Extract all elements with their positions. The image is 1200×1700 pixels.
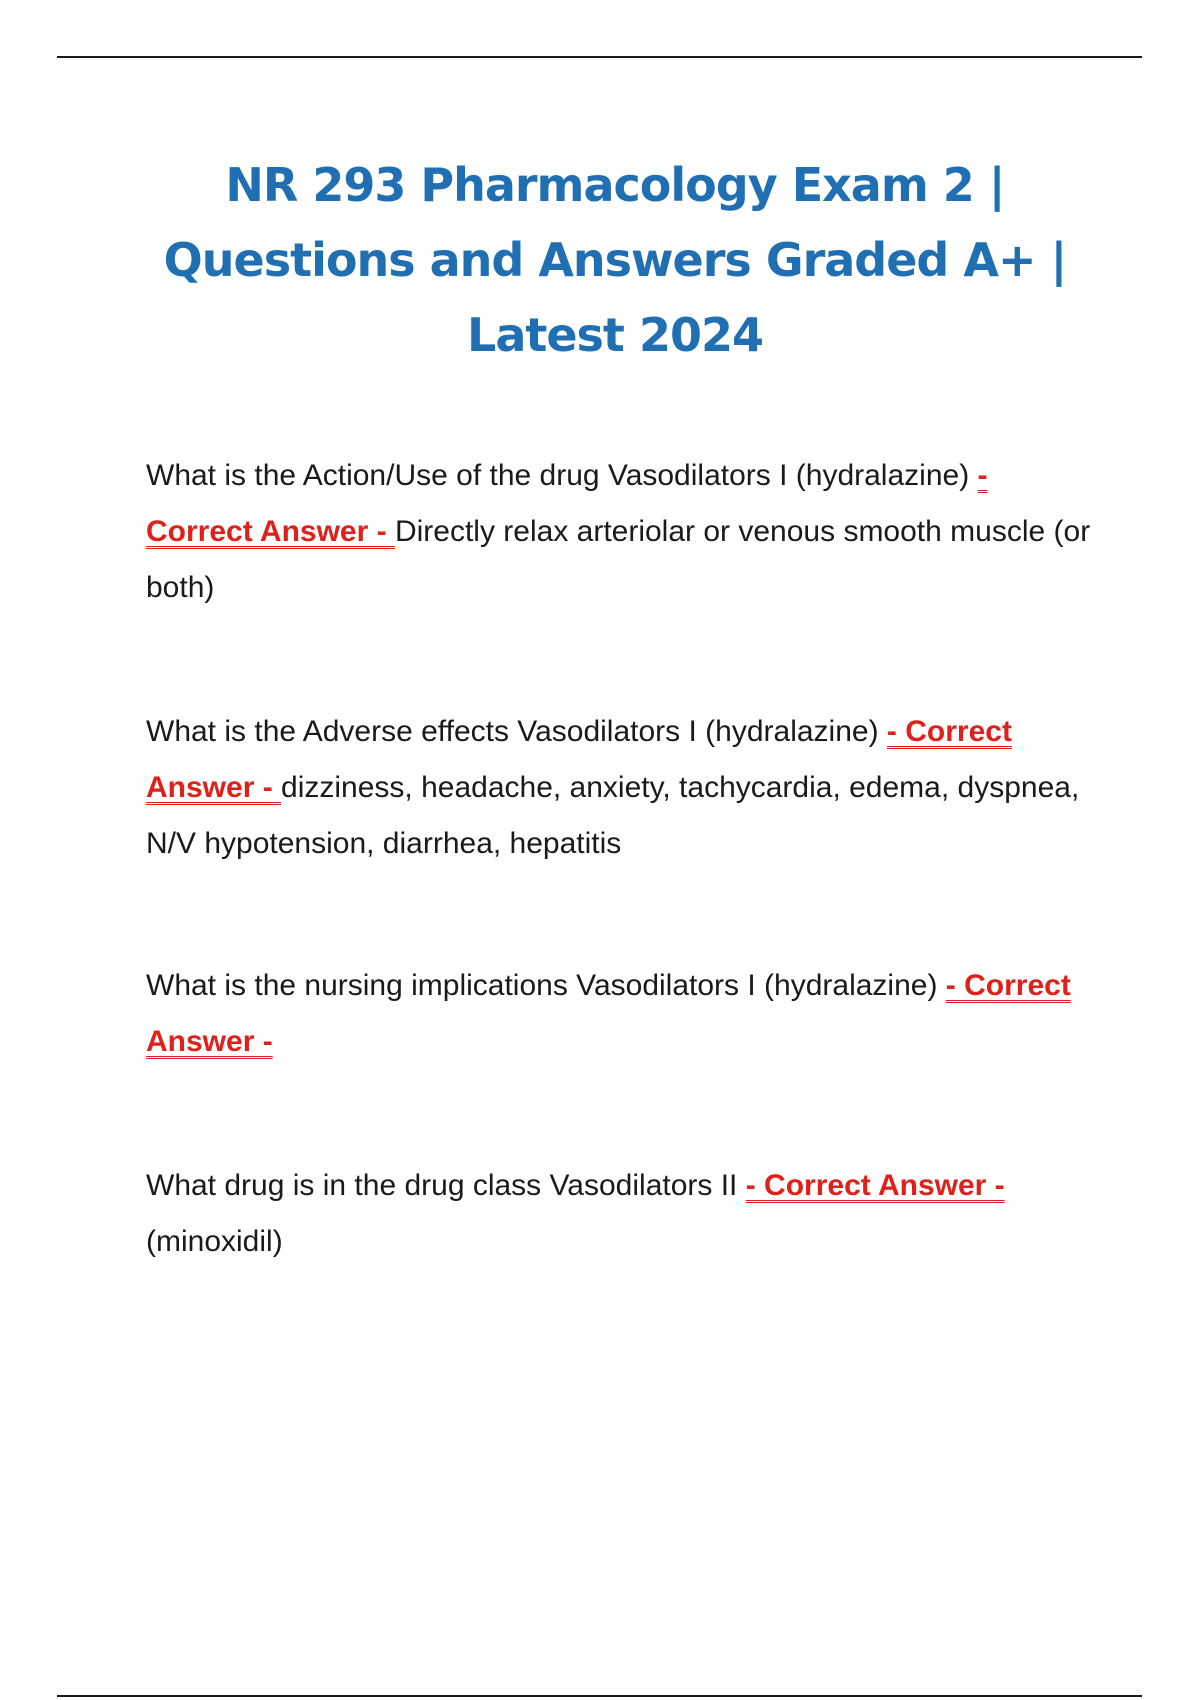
question-text: What is the nursing implications Vasodilators I (hydralazine)	[146, 969, 946, 1002]
correct-answer-marker: - Correct Answer -	[146, 715, 1012, 804]
question-text: What drug is in the drug class Vasodilators II	[146, 1169, 746, 1202]
qa-item-1	[146, 448, 1096, 616]
correct-answer-marker: - Correct Answer -	[146, 459, 988, 548]
qa-item-3	[146, 958, 1096, 1070]
bottom-rule	[57, 1695, 1142, 1697]
qa-item-2	[146, 704, 1096, 872]
correct-answer-marker: - Correct Answer -	[745, 1169, 1005, 1202]
qa-item-4	[146, 1158, 1096, 1270]
question-text: What is the Action/Use of the drug Vasodilators I (hydralazine)	[146, 459, 978, 492]
answer-text: (minoxidil)	[146, 1225, 283, 1258]
correct-answer-marker: - Correct Answer -	[146, 969, 1071, 1058]
answer-text: Directly relax arteriolar or venous smooth muscle (or both)	[146, 515, 1091, 604]
top-rule	[57, 56, 1142, 58]
answer-text: dizziness, headache, anxiety, tachycardia, edema, dyspnea, N/V hypotension, diarrhea, hepatitis	[146, 771, 1080, 860]
question-text: What is the Adverse effects Vasodilators I (hydralazine)	[146, 715, 887, 748]
document-title: NR 293 Pharmacology Exam 2 | Questions and Answers Graded A+ | Latest 2024	[163, 158, 1067, 362]
